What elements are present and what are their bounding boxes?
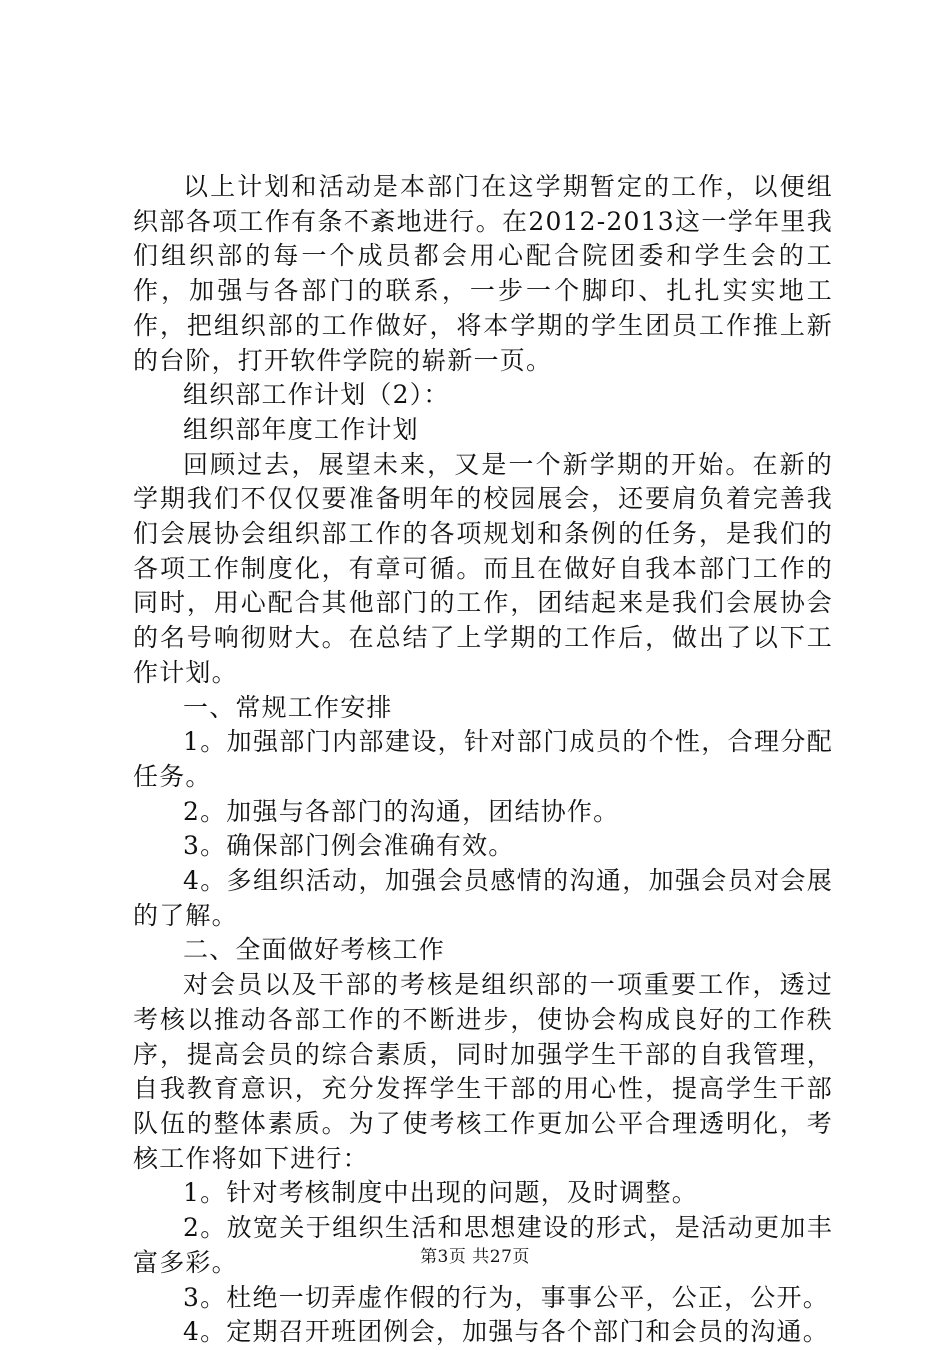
paragraph-assessment-description: 对会员以及干部的考核是组织部的一项重要工作，透过考核以推动各部工作的不断进步，使协会构成良好的工作秩序，提高会员的综合素质，同时加强学生干部的自我管理，自我教育意识，充分发挥学生干部的用心性，提高学生干部队伍的整体素质。为了使考核工作更加公平合理透明化，考核工作将如下进行： — [133, 970, 833, 1173]
paragraph-annual-plan-title: 组织部年度工作计划 — [183, 414, 419, 444]
paragraph-plan-heading: 组织部工作计划（2）： — [183, 380, 450, 410]
list-item-routine-3: 3。确保部门例会准确有效。 — [183, 831, 515, 861]
list-item-routine-4: 4。多组织活动，加强会员感情的沟通，加强会员对会展的了解。 — [133, 866, 833, 930]
list-item-assessment-1: 1。针对考核制度中出现的问题，及时调整。 — [183, 1178, 698, 1208]
paragraph-plan-summary: 以上计划和活动是本部门在这学期暂定的工作，以便组织部各项工作有条不紊地进行。在2012-2013这一学年里我们组织部的每一个成员都会用心配合院团委和学生会的工作，加强与各部门的联系，一步一个脚印、扎扎实实地工作，把组织部的工作做好，将本学期的学生团员工作推上新的台阶，打开软件学院的崭新一页。 — [133, 172, 833, 375]
page-number-footer: 第3页 共27页 — [420, 1247, 530, 1267]
list-item-assessment-3: 3。杜绝一切弄虚作假的行为，事事公平，公正，公开。 — [183, 1282, 829, 1312]
document-body — [133, 170, 833, 1350]
section-heading-assessment: 二、全面做好考核工作 — [183, 935, 446, 965]
list-item-routine-1: 1。加强部门内部建设，针对部门成员的个性，合理分配任务。 — [133, 727, 833, 791]
list-item-routine-2: 2。加强与各部门的沟通，团结协作。 — [183, 796, 620, 826]
list-item-assessment-2: 2。放宽关于组织生活和思想建设的形式，是活动更加丰富多彩。 — [133, 1213, 833, 1277]
paragraph-introduction: 回顾过去，展望未来，又是一个新学期的开始。在新的学期我们不仅仅要准备明年的校园展会，还要肩负着完善我们会展协会组织部工作的各项规划和条例的任务，是我们的各项工作制度化，有章可循。而且在做好自我本部门工作的同时，用心配合其他部门的工作，团结起来是我们会展协会的名号响彻财大。在总结了上学期的工作后，做出了以下工作计划。 — [133, 449, 833, 687]
list-item-assessment-4: 4。定期召开班团例会，加强与各个部门和会员的沟通。 — [183, 1317, 829, 1347]
section-heading-routine-work: 一、常规工作安排 — [183, 692, 393, 722]
